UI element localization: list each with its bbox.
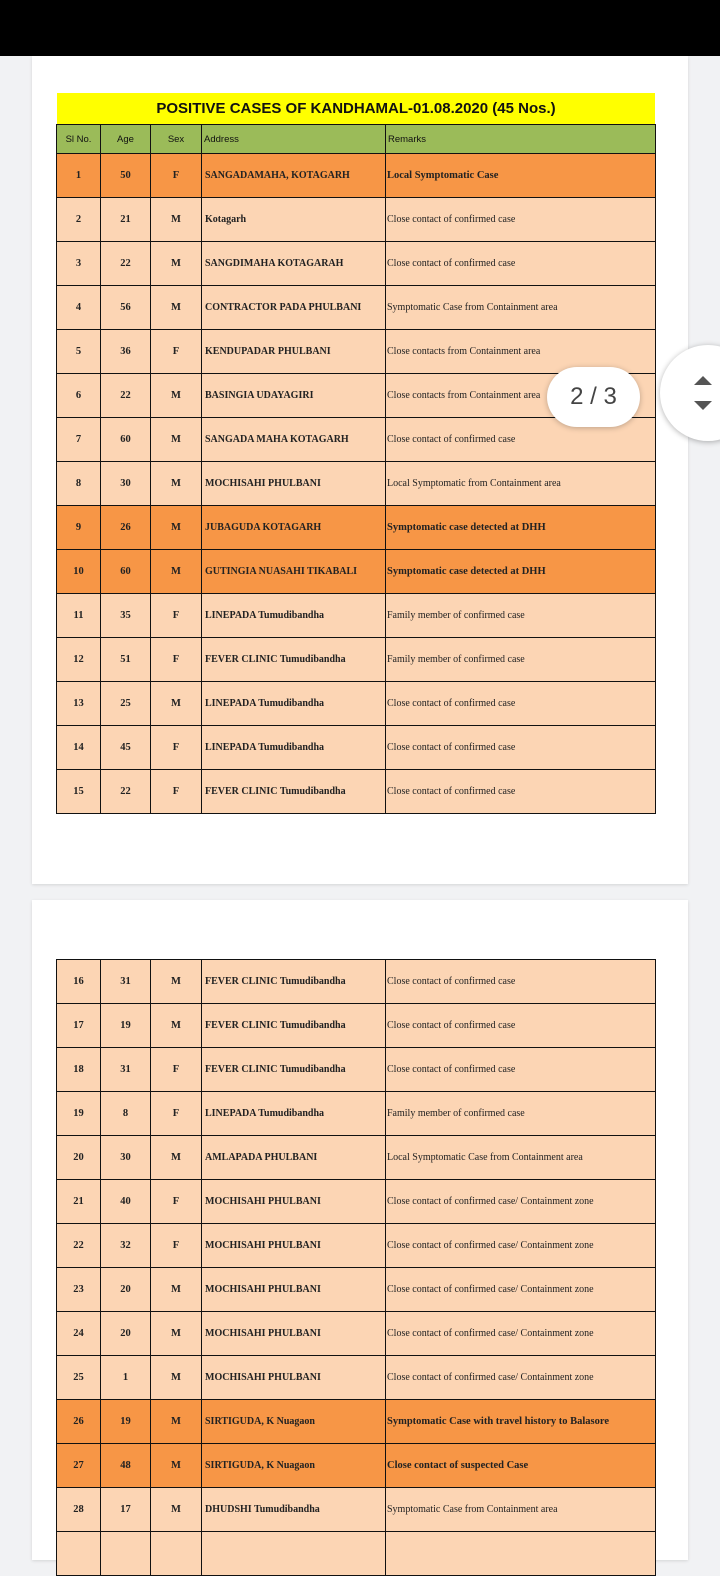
cell-remarks: Close contact of confirmed case — [386, 1004, 656, 1048]
cell-remarks: Close contact of confirmed case — [386, 242, 656, 286]
table-row — [57, 960, 656, 1004]
cell-sex: F — [151, 154, 202, 198]
cell-age: 30 — [101, 462, 151, 506]
cell-age: 36 — [101, 330, 151, 374]
cell-sl-no: 27 — [57, 1444, 101, 1488]
cell-remarks: Close contacts from Containment area — [386, 330, 656, 374]
table-row — [57, 682, 656, 726]
cell-sl-no: 28 — [57, 1488, 101, 1532]
cell-sl-no: 7 — [57, 418, 101, 462]
table-row — [57, 1180, 656, 1224]
cell-age: 20 — [101, 1312, 151, 1356]
cell-address: SANGADAMAHA, KOTAGARH — [202, 154, 386, 198]
cell-remarks: Symptomatic Case from Containment area — [386, 286, 656, 330]
page-indicator: 2 / 3 — [547, 367, 640, 427]
cell-remarks: Close contact of confirmed case — [386, 726, 656, 770]
cell-address: FEVER CLINIC Tumudibandha — [202, 638, 386, 682]
cell-sl-no: 3 — [57, 242, 101, 286]
cell-address — [202, 1532, 386, 1576]
cell-age: 8 — [101, 1092, 151, 1136]
cell-sl-no: 13 — [57, 682, 101, 726]
cell-sl-no: 1 — [57, 154, 101, 198]
cell-sex: M — [151, 1400, 202, 1444]
cell-address: BASINGIA UDAYAGIRI — [202, 374, 386, 418]
table-row — [57, 506, 656, 550]
cell-remarks: Symptomatic case detected at DHH — [386, 550, 656, 594]
cell-age: 56 — [101, 286, 151, 330]
cell-sex: M — [151, 1444, 202, 1488]
cell-sl-no: 19 — [57, 1092, 101, 1136]
cell-age: 60 — [101, 550, 151, 594]
cell-address: FEVER CLINIC Tumudibandha — [202, 960, 386, 1004]
table-row — [57, 198, 656, 242]
cell-age: 22 — [101, 770, 151, 814]
cell-sex: F — [151, 1092, 202, 1136]
cell-age: 21 — [101, 198, 151, 242]
cell-age: 22 — [101, 374, 151, 418]
table-row — [57, 154, 656, 198]
table-row — [57, 1400, 656, 1444]
cell-address: Kotagarh — [202, 198, 386, 242]
cell-address: JUBAGUDA KOTAGARH — [202, 506, 386, 550]
cell-age: 40 — [101, 1180, 151, 1224]
cell-remarks: Close contact of confirmed case — [386, 418, 656, 462]
cell-age: 51 — [101, 638, 151, 682]
cell-age: 19 — [101, 1400, 151, 1444]
cell-address: KENDUPADAR PHULBANI — [202, 330, 386, 374]
cell-sex: M — [151, 242, 202, 286]
cell-age: 19 — [101, 1004, 151, 1048]
table-row — [57, 1488, 656, 1532]
table-row — [57, 1224, 656, 1268]
document-title: POSITIVE CASES OF KANDHAMAL-01.08.2020 (45 Nos.) — [57, 93, 655, 124]
table-row — [57, 286, 656, 330]
table-row — [57, 1532, 656, 1576]
cell-remarks: Close contact of confirmed case — [386, 960, 656, 1004]
cell-sex: F — [151, 726, 202, 770]
cell-sl-no: 6 — [57, 374, 101, 418]
cell-remarks: Symptomatic Case with travel history to Balasore — [386, 1400, 656, 1444]
cell-sl-no: 23 — [57, 1268, 101, 1312]
table-row — [57, 726, 656, 770]
cell-remarks: Close contact of confirmed case/ Containment zone — [386, 1268, 656, 1312]
cases-table-page-1 — [56, 124, 656, 814]
table-row — [57, 594, 656, 638]
arrow-down-icon — [694, 401, 712, 410]
cell-sex: M — [151, 1268, 202, 1312]
cell-age: 26 — [101, 506, 151, 550]
cell-age: 1 — [101, 1356, 151, 1400]
cell-age: 22 — [101, 242, 151, 286]
cell-address: MOCHISAHI PHULBANI — [202, 1224, 386, 1268]
cell-remarks: Family member of confirmed case — [386, 1092, 656, 1136]
cell-sex: M — [151, 374, 202, 418]
cell-sex: M — [151, 286, 202, 330]
cell-sex: M — [151, 1004, 202, 1048]
cell-remarks: Close contact of confirmed case/ Containment zone — [386, 1180, 656, 1224]
cell-sex: F — [151, 1048, 202, 1092]
table-row — [57, 1092, 656, 1136]
cell-address: MOCHISAHI PHULBANI — [202, 1268, 386, 1312]
cell-address: SIRTIGUDA, K Nuagaon — [202, 1444, 386, 1488]
cell-remarks: Close contact of suspected Case — [386, 1444, 656, 1488]
cell-sex: M — [151, 1356, 202, 1400]
table-row — [57, 242, 656, 286]
table-row — [57, 462, 656, 506]
cell-sl-no: 2 — [57, 198, 101, 242]
cell-remarks: Local Symptomatic Case — [386, 154, 656, 198]
cell-sex: M — [151, 506, 202, 550]
cell-age: 35 — [101, 594, 151, 638]
cell-sl-no: 12 — [57, 638, 101, 682]
cell-age: 31 — [101, 960, 151, 1004]
cell-sl-no: 17 — [57, 1004, 101, 1048]
cell-sex: F — [151, 1180, 202, 1224]
cell-remarks: Local Symptomatic from Containment area — [386, 462, 656, 506]
cell-sl-no: 22 — [57, 1224, 101, 1268]
header-sex: Sex — [151, 125, 202, 154]
cell-sex: M — [151, 418, 202, 462]
cell-address: MOCHISAHI PHULBANI — [202, 462, 386, 506]
cell-sl-no: 24 — [57, 1312, 101, 1356]
cell-address: FEVER CLINIC Tumudibandha — [202, 1048, 386, 1092]
cell-remarks: Close contact of confirmed case — [386, 198, 656, 242]
cell-address: LINEPADA Tumudibandha — [202, 594, 386, 638]
cell-age: 48 — [101, 1444, 151, 1488]
header-address: Address — [202, 125, 386, 154]
cell-address: LINEPADA Tumudibandha — [202, 726, 386, 770]
table-row — [57, 1444, 656, 1488]
cell-age: 20 — [101, 1268, 151, 1312]
cell-address: FEVER CLINIC Tumudibandha — [202, 770, 386, 814]
table-row — [57, 770, 656, 814]
cell-remarks: Close contact of confirmed case — [386, 1048, 656, 1092]
table-row — [57, 1048, 656, 1092]
cell-age: 45 — [101, 726, 151, 770]
cell-sl-no: 25 — [57, 1356, 101, 1400]
cell-age: 17 — [101, 1488, 151, 1532]
cell-sex: M — [151, 1136, 202, 1180]
cell-sex: M — [151, 1312, 202, 1356]
cell-address: SIRTIGUDA, K Nuagaon — [202, 1400, 386, 1444]
cell-remarks: Local Symptomatic Case from Containment area — [386, 1136, 656, 1180]
cell-age: 50 — [101, 154, 151, 198]
cell-sl-no: 16 — [57, 960, 101, 1004]
cell-address: DHUDSHI Tumudibandha — [202, 1488, 386, 1532]
cell-age: 30 — [101, 1136, 151, 1180]
cell-age: 32 — [101, 1224, 151, 1268]
cell-age: 25 — [101, 682, 151, 726]
cell-age — [101, 1532, 151, 1576]
cell-sl-no: 18 — [57, 1048, 101, 1092]
cell-sex — [151, 1532, 202, 1576]
cell-address: FEVER CLINIC Tumudibandha — [202, 1004, 386, 1048]
cell-address: MOCHISAHI PHULBANI — [202, 1312, 386, 1356]
table-row — [57, 1004, 656, 1048]
cell-sex: F — [151, 770, 202, 814]
cell-remarks: Close contact of confirmed case/ Containment zone — [386, 1224, 656, 1268]
header-sl-no: Sl No. — [57, 125, 101, 154]
cell-address: MOCHISAHI PHULBANI — [202, 1356, 386, 1400]
table-row — [57, 638, 656, 682]
cell-sl-no: 9 — [57, 506, 101, 550]
cell-sl-no: 11 — [57, 594, 101, 638]
cell-address: MOCHISAHI PHULBANI — [202, 1180, 386, 1224]
cell-sex: M — [151, 960, 202, 1004]
cell-sl-no: 21 — [57, 1180, 101, 1224]
cell-sl-no: 10 — [57, 550, 101, 594]
table-row — [57, 1136, 656, 1180]
cell-address: AMLAPADA PHULBANI — [202, 1136, 386, 1180]
table-row — [57, 1268, 656, 1312]
table-row — [57, 1356, 656, 1400]
cell-sl-no: 8 — [57, 462, 101, 506]
arrow-up-icon — [694, 376, 712, 385]
cell-address: LINEPADA Tumudibandha — [202, 682, 386, 726]
cell-sex: F — [151, 594, 202, 638]
cell-remarks — [386, 1532, 656, 1576]
cell-sl-no: 15 — [57, 770, 101, 814]
cell-sl-no: 5 — [57, 330, 101, 374]
status-bar — [0, 0, 720, 56]
cell-sex: M — [151, 682, 202, 726]
table-row — [57, 1312, 656, 1356]
cases-table-page-2 — [56, 959, 656, 1576]
cell-age: 60 — [101, 418, 151, 462]
cell-sex: M — [151, 1488, 202, 1532]
cell-remarks: Symptomatic case detected at DHH — [386, 506, 656, 550]
cell-sl-no: 26 — [57, 1400, 101, 1444]
cell-remarks: Close contacts from Containment area — [386, 374, 656, 418]
table-row — [57, 550, 656, 594]
cell-address: CONTRACTOR PADA PHULBANI — [202, 286, 386, 330]
cell-sl-no: 14 — [57, 726, 101, 770]
header-remarks: Remarks — [386, 125, 656, 154]
cell-sex: F — [151, 330, 202, 374]
cell-sl-no: 4 — [57, 286, 101, 330]
table-row — [57, 330, 656, 374]
cell-remarks: Family member of confirmed case — [386, 638, 656, 682]
cell-sex: F — [151, 1224, 202, 1268]
cell-remarks: Close contact of confirmed case — [386, 770, 656, 814]
cell-address: SANGDIMAHA KOTAGARAH — [202, 242, 386, 286]
cell-address: LINEPADA Tumudibandha — [202, 1092, 386, 1136]
cell-sex: M — [151, 462, 202, 506]
cell-sl-no — [57, 1532, 101, 1576]
cell-remarks: Close contact of confirmed case/ Containment zone — [386, 1356, 656, 1400]
cell-remarks: Close contact of confirmed case/ Containment zone — [386, 1312, 656, 1356]
cell-address: SANGADA MAHA KOTAGARH — [202, 418, 386, 462]
cell-sex: M — [151, 198, 202, 242]
cell-remarks: Symptomatic Case from Containment area — [386, 1488, 656, 1532]
cell-sex: F — [151, 638, 202, 682]
header-age: Age — [101, 125, 151, 154]
table-header-row — [57, 125, 656, 154]
cell-remarks: Family member of confirmed case — [386, 594, 656, 638]
cell-remarks: Close contact of confirmed case — [386, 682, 656, 726]
cell-sex: M — [151, 550, 202, 594]
cell-address: GUTINGIA NUASAHI TIKABALI — [202, 550, 386, 594]
cell-sl-no: 20 — [57, 1136, 101, 1180]
cell-age: 31 — [101, 1048, 151, 1092]
